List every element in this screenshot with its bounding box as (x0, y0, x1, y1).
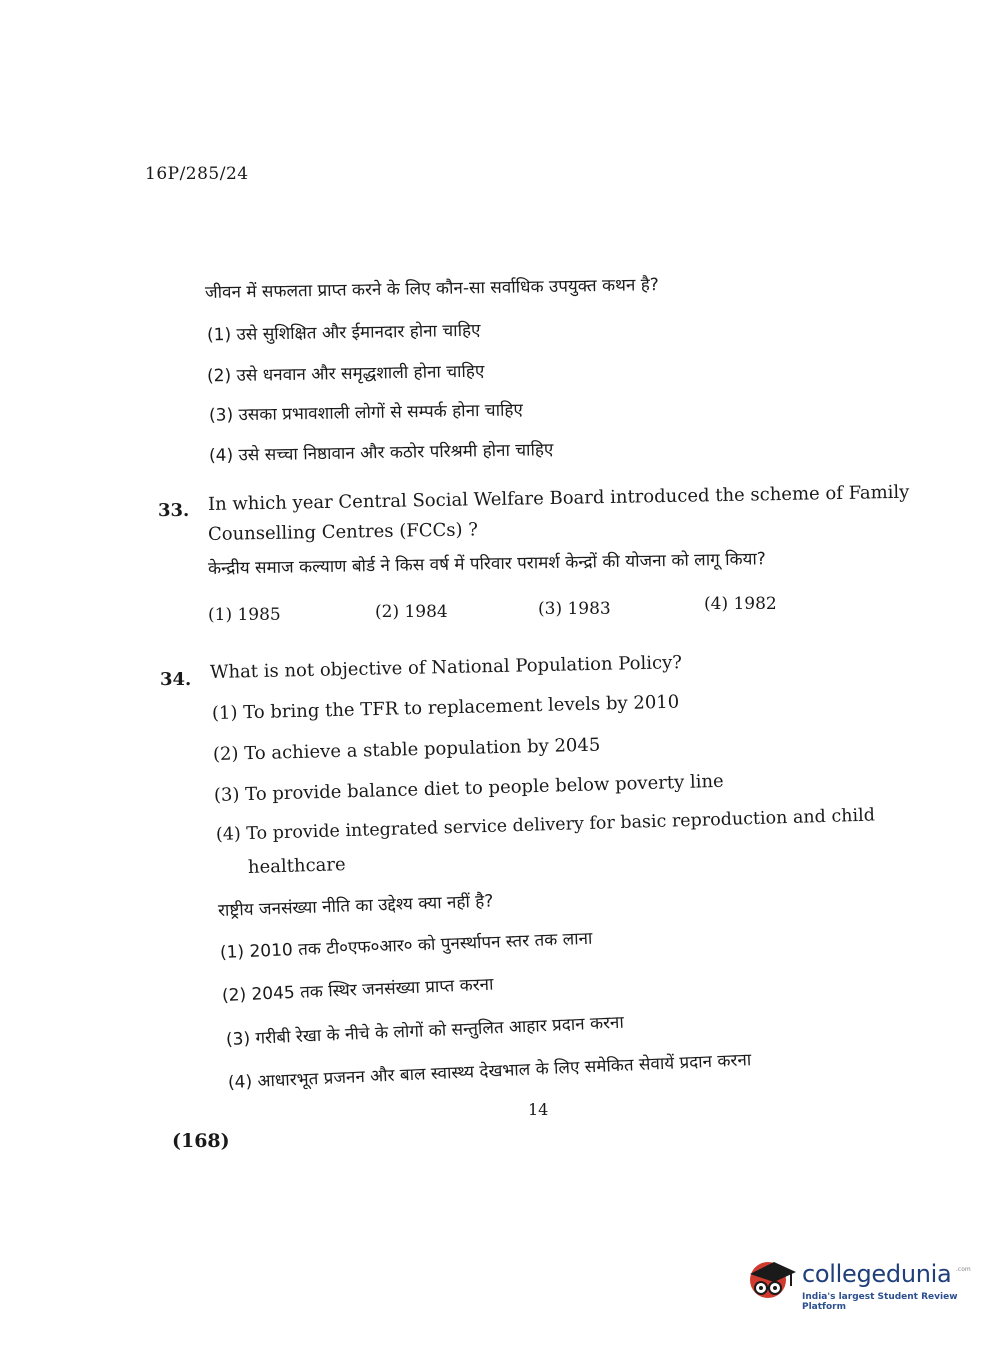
logo-tagline: India's largest Student Review Platform (802, 1292, 958, 1312)
q32-hindi-option-4: (4) उसे सच्चा निष्ठावान और कठोर परिश्रमी होना चाहिए (208, 439, 554, 467)
q32-hindi-option-2: (2) उसे धनवान और समृद्धशाली होना चाहिए (206, 361, 485, 387)
q33-option-3: (3) 1983 (538, 599, 611, 619)
q32-hindi-option-3: (3) उसका प्रभावशाली लोगों से सम्पर्क होना चाहिए (208, 400, 524, 426)
page-number: 14 (528, 1100, 549, 1119)
paper-code: 16P/285/24 (145, 164, 249, 184)
q34-option-4: (4) To provide integrated service delivery for basic reproduction and child (215, 805, 876, 845)
collegedunia-logo (742, 1252, 972, 1312)
q33-number: 33. (158, 500, 190, 521)
q34-number: 34. (160, 669, 192, 690)
q33-option-2: (2) 1984 (375, 602, 448, 622)
q33-option-1: (1) 1985 (208, 605, 281, 625)
q32-hindi-question: जीवन में सफलता प्राप्त करने के लिए कौन-सा सर्वाधिक उपयुक्त कथन है? (204, 275, 659, 303)
q34-option-1: (1) To bring the TFR to replacement levels by 2010 (211, 691, 680, 724)
q32-hindi-option-1: (1) उसे सुशिक्षित और ईमानदार होना चाहिए (206, 320, 481, 346)
q34-hindi-question: राष्ट्रीय जनसंख्या नीति का उद्देश्य क्या नहीं है? (217, 891, 494, 921)
q33-hindi-question: केन्द्रीय समाज कल्याण बोर्ड ने किस वर्ष में परिवार परामर्श केन्द्रों की योजना को लागू किया? (207, 549, 767, 579)
q34-hindi-option-2: (2) 2045 तक स्थिर जनसंख्या प्राप्त करना (221, 974, 494, 1006)
footer-code: (168) (172, 1130, 230, 1152)
q34-question: What is not objective of National Population Policy? (209, 652, 683, 683)
logo-name: collegedunia (802, 1260, 952, 1288)
q33-option-4: (4) 1982 (704, 594, 777, 614)
q34-option-2: (2) To achieve a stable population by 2045 (212, 734, 601, 765)
mascot-icon (742, 1252, 798, 1308)
q34-hindi-option-3: (3) गरीबी रेखा के नीचे के लोगों को सन्तुलित आहार प्रदान करना (225, 1012, 625, 1050)
q34-option-3: (3) To provide balance diet to people below poverty line (213, 770, 724, 806)
q33-question-line2: Counselling Centres (FCCs) ? (207, 519, 479, 545)
q34-hindi-option-4: (4) आधारभूत प्रजनन और बाल स्वास्थ्य देखभाल के लिए समेकित सेवायें प्रदान करना (227, 1050, 752, 1093)
logo-suffix: .com (956, 1266, 971, 1273)
q34-option-4-cont: healthcare (247, 854, 346, 878)
q34-hindi-option-1: (1) 2010 तक टी०एफ०आर० को पुनर्स्थापन स्तर तक लाना (219, 928, 593, 963)
q33-question-line1: In which year Central Social Welfare Board introduced the scheme of Family (207, 481, 910, 515)
